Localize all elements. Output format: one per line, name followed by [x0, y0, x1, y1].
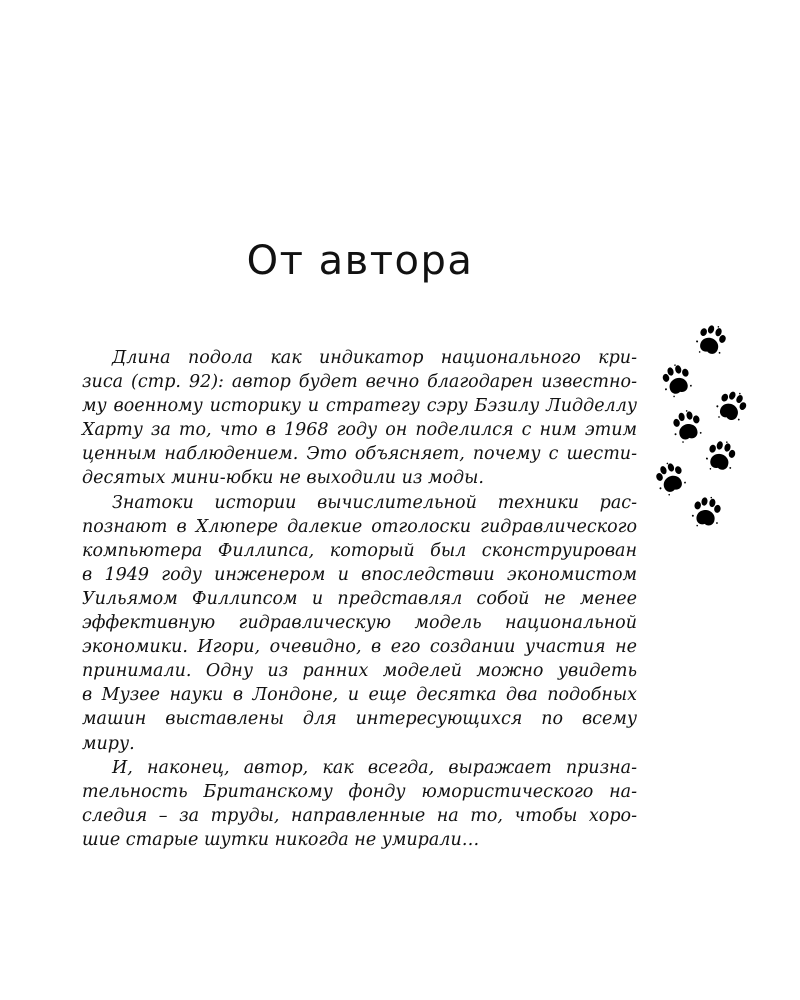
text-line: в Музее науки в Лондоне, и еще десятка два подобных	[82, 685, 637, 706]
paw-prints-decoration	[650, 322, 760, 542]
paragraph	[82, 491, 637, 756]
text-line: тельность Британскому фонду юмористического на-	[82, 781, 637, 802]
text-line: машин выставлены для интересующихся по всему	[82, 709, 637, 730]
text-line: в 1949 году инженером и впоследствии экономистом	[82, 564, 637, 585]
text-line: И, наконец, автор, как всегда, выражает призна-	[112, 757, 637, 778]
paragraph	[82, 756, 637, 852]
paw-print-icon	[703, 437, 737, 475]
text-line: миру.	[82, 733, 135, 754]
text-line: Харту за то, что в 1968 году он поделился с ним этим	[82, 420, 637, 441]
text-line: Знатоки истории вычислительной техники рас-	[112, 492, 637, 513]
paw-print-icon	[693, 322, 729, 360]
text-line: познают в Хлюпере далекие отголоски гидравлического	[82, 516, 637, 537]
text-line: зиса (стр. 92): автор будет вечно благодарен известно-	[82, 372, 637, 393]
text-line: му военному историку и стратегу сэру Бэзилу Лидделлу	[82, 396, 637, 417]
paw-print-icon	[659, 361, 693, 399]
text-line: компьютера Филлипса, который был сконструирован	[82, 540, 637, 561]
text-line: шие старые шутки никогда не умирали…	[82, 829, 480, 850]
paragraph	[82, 346, 637, 491]
text-line: следия – за труды, направленные на то, чтобы хоро-	[82, 805, 637, 826]
text-line: экономики. Игори, очевидно, в его создании участия не	[82, 637, 637, 658]
paw-print-icon	[652, 459, 688, 498]
body-text	[82, 346, 637, 852]
paw-print-icon	[671, 408, 703, 444]
text-line: принимали. Одну из ранних моделей можно увидеть	[82, 661, 637, 682]
text-line: десятых мини-юбки не выходили из моды.	[82, 468, 484, 489]
text-line: эффективную гидравлическую модель национальной	[82, 613, 637, 634]
text-line: Уильямом Филлипсом и представлял собой не менее	[82, 588, 637, 609]
page-title: От автора	[246, 238, 474, 284]
text-line: Длина подола как индикатор национального кри-	[112, 348, 637, 368]
text-line: ценным наблюдением. Это объясняет, почему с шести-	[82, 444, 637, 465]
paw-print-icon	[690, 494, 722, 530]
paw-print-icon	[712, 386, 750, 426]
